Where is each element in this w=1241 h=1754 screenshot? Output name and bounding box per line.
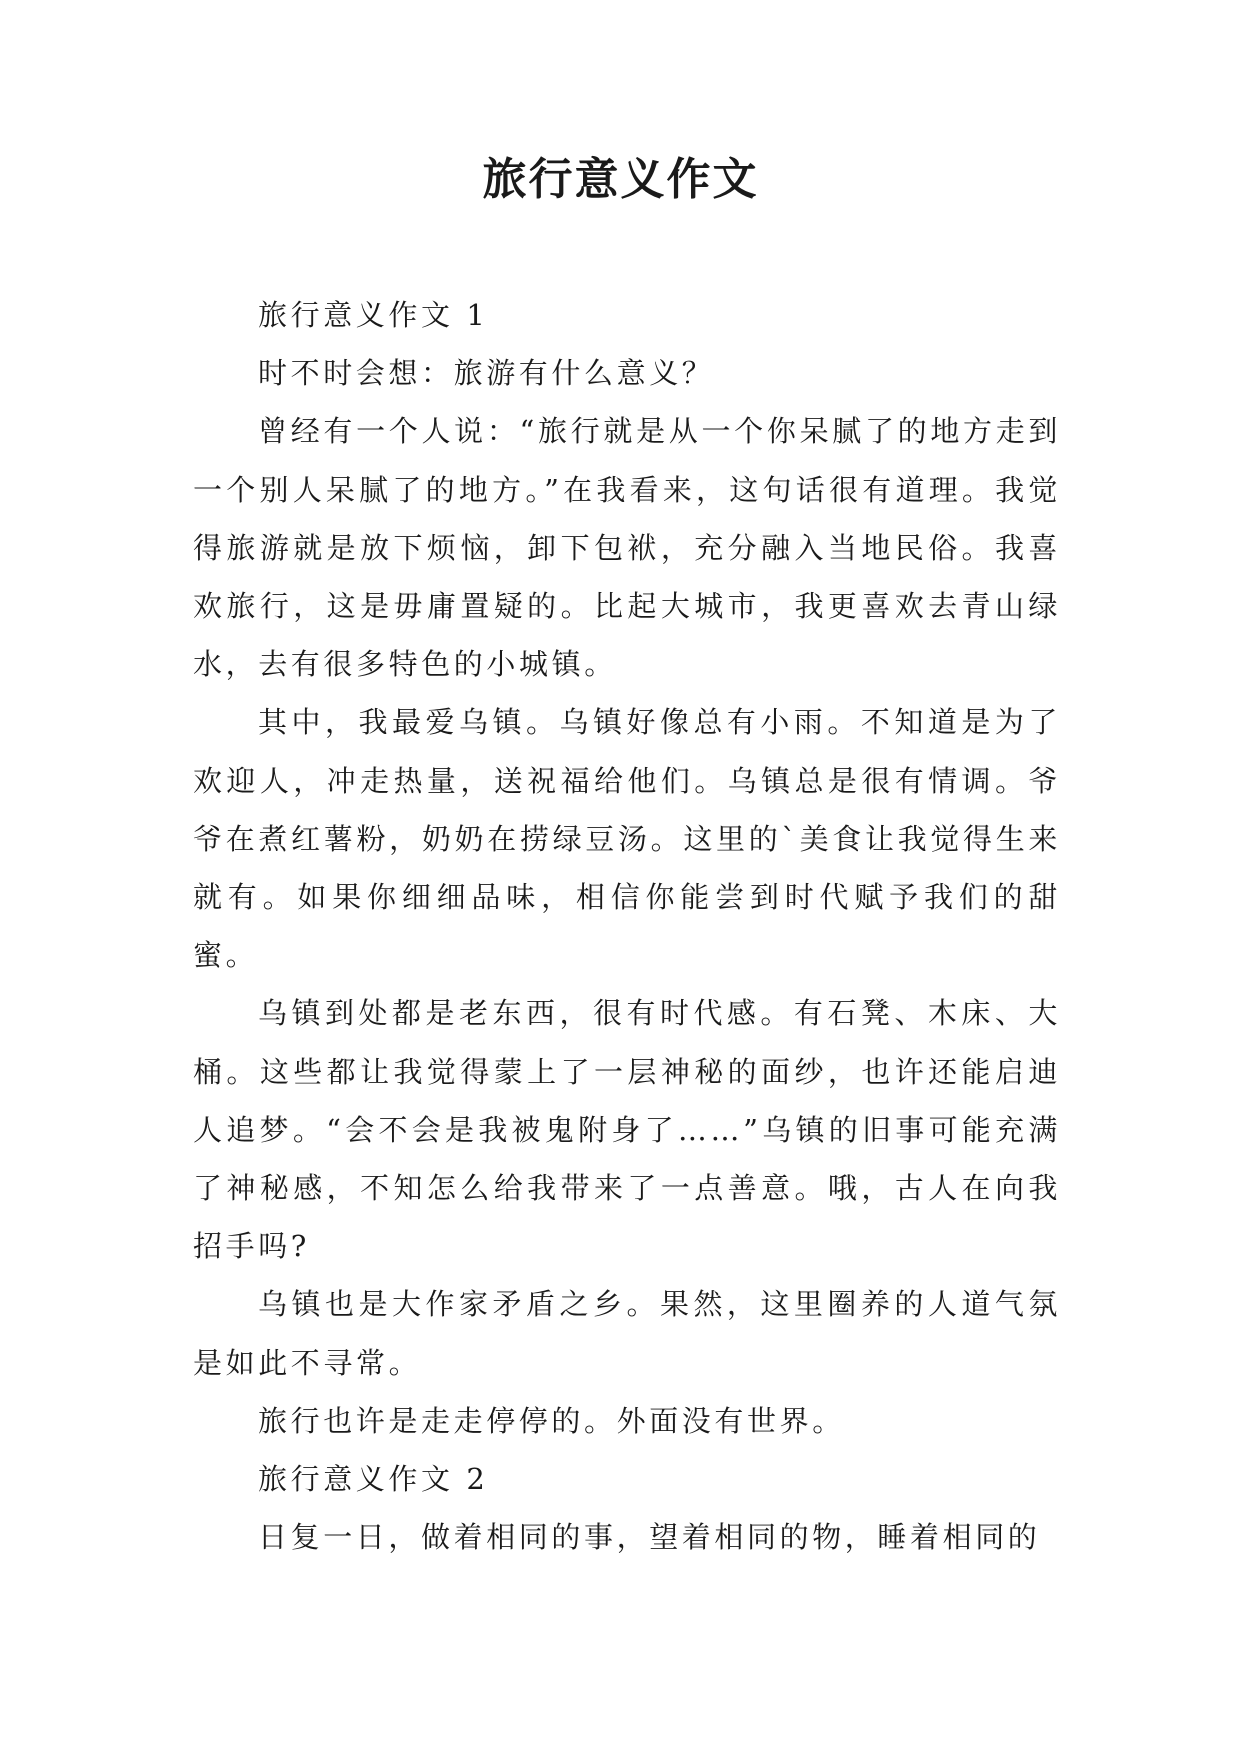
paragraph: 时不时会想：旅游有什么意义？ (258, 356, 715, 391)
paragraph: 乌镇也是大作家矛盾之乡。果然，这里圈养的人道气氛是如此不寻常。 (193, 1287, 1061, 1380)
section-heading-2: 旅行意义作文 2 (258, 1462, 489, 1497)
section-heading-1: 旅行意义作文 1 (258, 298, 489, 332)
paragraph: 其中，我最爱乌镇。乌镇好像总有小雨。不知道是为了欢迎人，冲走热量，送祝福给他们。乌镇总是很有情调。爷爷在煮红薯粉，奶奶在捞绿豆汤。这里的`美食让我觉得生来就有。如果你细细品味，相信你能尝到时代赋予我们的甜蜜。 (193, 705, 1061, 973)
document-title: 旅行意义作文 (482, 154, 759, 205)
paragraph: 日复一日，做着相同的事，望着相同的物，睡着相同的 (258, 1520, 1041, 1555)
paragraph: 乌镇到处都是老东西，很有时代感。有石凳、木床、大桶。这些都让我觉得蒙上了一层神秘的面纱，也许还能启迪人追梦。“会不会是我被鬼附身了……”乌镇的旧事可能充满了神秘感，不知怎么给我带来了一点善意。哦，古人在向我招手吗? (193, 996, 1061, 1264)
document-body (193, 286, 1061, 1566)
paragraph: 旅行也许是走走停停的。外面没有世界。 (258, 1403, 845, 1438)
paragraph: 曾经有一个人说：“旅行就是从一个你呆腻了的地方走到一个别人呆腻了的地方。”在我看来，这句话很有道理。我觉得旅游就是放下烦恼，卸下包袱，充分融入当地民俗。我喜欢旅行，这是毋庸置疑的。比起大城市，我更喜欢去青山绿水，去有很多特色的小城镇。 (193, 414, 1061, 682)
